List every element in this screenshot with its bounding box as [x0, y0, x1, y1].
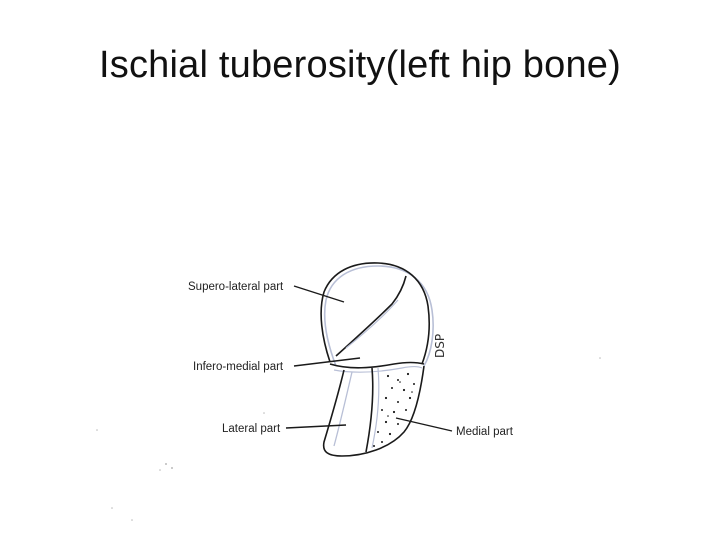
paper-specks	[96, 357, 601, 521]
label-supero-lateral: Supero-lateral part	[188, 281, 284, 293]
oblique-ridge	[336, 276, 406, 356]
label-lateral: Lateral part	[222, 423, 281, 435]
leader-supero-lateral	[294, 286, 344, 302]
leader-lateral	[286, 425, 346, 428]
lower-part-outline	[324, 366, 424, 456]
leader-infero-medial	[294, 358, 360, 366]
leader-medial	[396, 418, 452, 431]
artist-signature: DSP	[433, 333, 447, 358]
vertical-ridge	[366, 368, 373, 452]
label-medial: Medial part	[456, 426, 513, 438]
supero-lateral-outline	[321, 263, 429, 364]
label-infero-medial: Infero-medial part	[193, 361, 284, 373]
lower-part-outline-pale	[334, 372, 352, 446]
slide-title: Ischial tuberosity(left hip bone)	[99, 44, 621, 86]
